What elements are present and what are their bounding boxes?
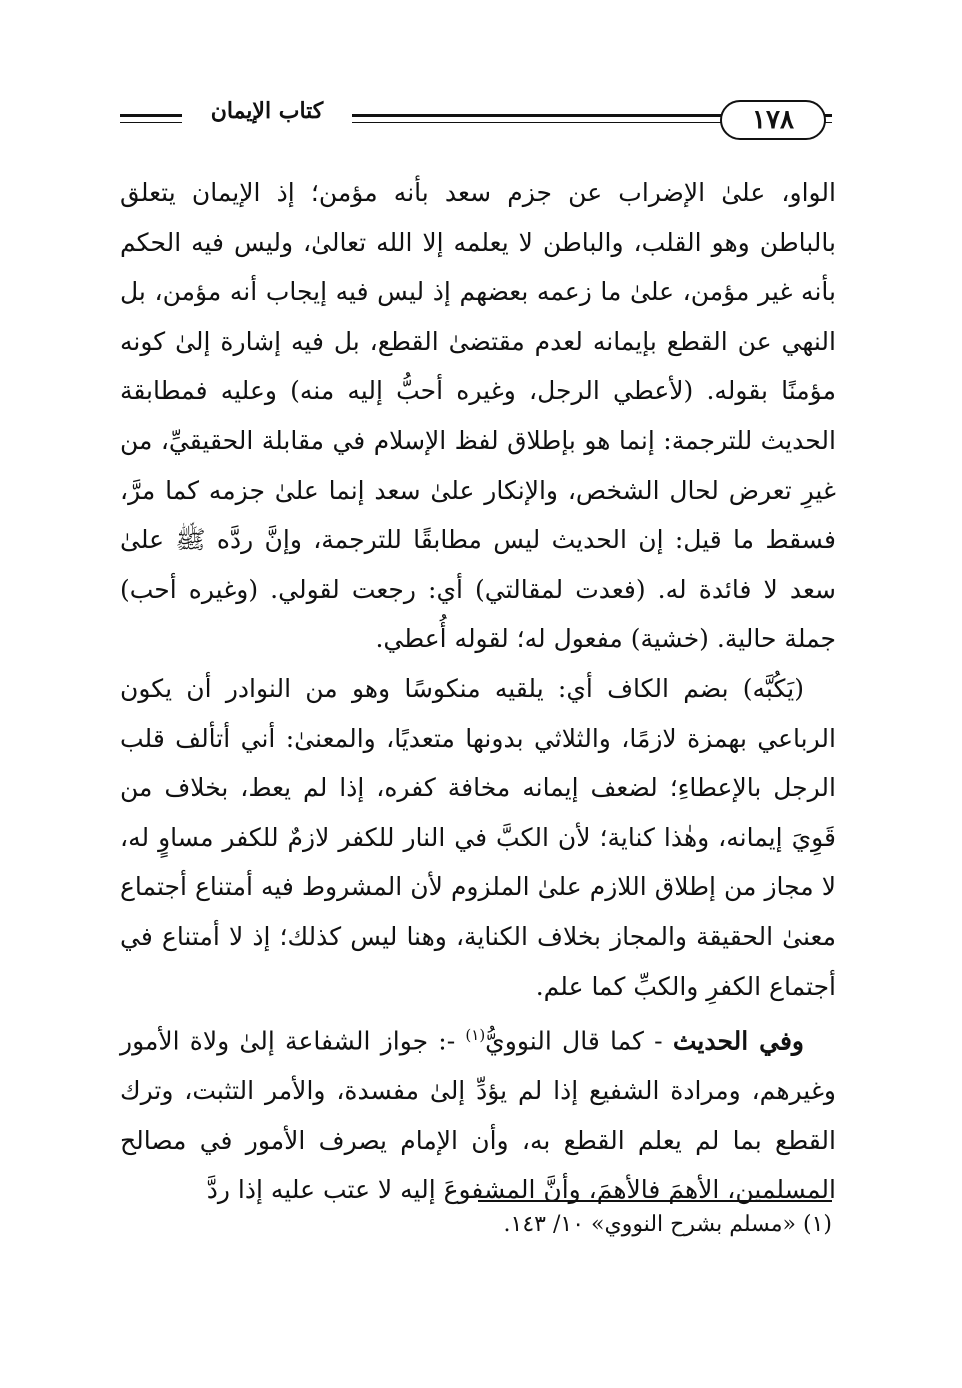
header-rule-middle-bottom xyxy=(352,122,726,123)
page-header xyxy=(120,96,832,146)
paragraph-3-rest: -: جواز الشفاعة إلىٰ ولاة الأمور وغيرهم، ومرادة الشفيع إذا لم يؤدِّ إلىٰ مفسدة، والأمر التثبت، وترك القطع بما لم يعلم القطع به، وأن الإمام يصرف الأمور في مصالح المسلمين، الأهمَ فالأهمَ، وأنَّ المشفوعَ إليه لا عتب عليه إذا ردَّ xyxy=(120,1026,836,1205)
chapter-title: كتاب الإيمان xyxy=(192,98,342,124)
header-rule-middle-top xyxy=(352,114,726,117)
paragraph-2: (يَكُبَّه) بضم الكاف أي: يلقيه منكوسًا وهو من النوادر أن يكون الرباعي بهمزة لازمًا، والثلاثي بدونها متعديًا، والمعنىٰ: أني أتألف قلب الرجل بالإعطاءِ؛ لضعف إيمانه مخافة كفره، إذا لم يعط، بخلاف من قَوِيَ إيمانه، وهٰذا كناية؛ لأن الكبَّ في النار للكفر لازمٌ للكفر مساوٍ له، لا مجاز من إطلاق اللازم علىٰ الملزوم لأن المشروط فيه أمتناع أجتماع معنىٰ الحقيقة والمجاز بخلاف الكناية، وهنا ليس كذلك؛ إذ لا أمتناع في أجتماع الكفرِ والكبِّ كما علم. xyxy=(120,673,836,1001)
header-rule-left-top xyxy=(120,114,182,117)
header-rule-left-bottom xyxy=(120,122,182,123)
paragraph-3-intro: - كما قال النوويُّ xyxy=(485,1026,673,1056)
footnote-ref[interactable]: (١) xyxy=(465,1026,486,1045)
page-number: ١٧٨ xyxy=(720,100,826,140)
footnote-divider xyxy=(478,1200,832,1202)
footnote: (١) «مسلم بشرح النووي» ١٠/ ١٤٣. xyxy=(503,1212,832,1237)
main-text xyxy=(120,168,836,1215)
paragraph-3-lead: وفي الحديث xyxy=(672,1026,804,1056)
paragraph-3 xyxy=(120,1011,836,1215)
paragraph-1: الواو، علىٰ الإضراب عن جزم سعد بأنه مؤمن؛ إذ الإيمان يتعلق بالباطن وهو القلب، والباطن لا يعلمه إلا الله تعالىٰ، وليس فيه الحكم بأنه غير مؤمن، علىٰ ما زعمه بعضهم إذ ليس فيه إيجاب أنه مؤمن، بل النهي عن القطع بإيمانه لعدم مقتضىٰ القطع، بل فيه إشارة إلىٰ كونه مؤمنًا بقوله. (لأعطي الرجل، وغيره أحبُّ إليه منه) وعليه فمطابقة الحديث للترجمة: إنما هو بإطلاق لفظ الإسلام في مقابلة الحقيقيِّ، من غيرِ تعرض لحال الشخص، والإنكار علىٰ سعد إنما علىٰ جزمه كما مرَّ، فسقط ما قيل: إن الحديث ليس مطابقًا للترجمة، وإنَّ ردَّه ﷺ علىٰ سعد لا فائدة له. (فعدت لمقالتي) أي: رجعت لقولي. (وغيره أحب) جملة حالية. (خشية) مفعول له؛ لقوله أُعطي. xyxy=(120,178,836,654)
